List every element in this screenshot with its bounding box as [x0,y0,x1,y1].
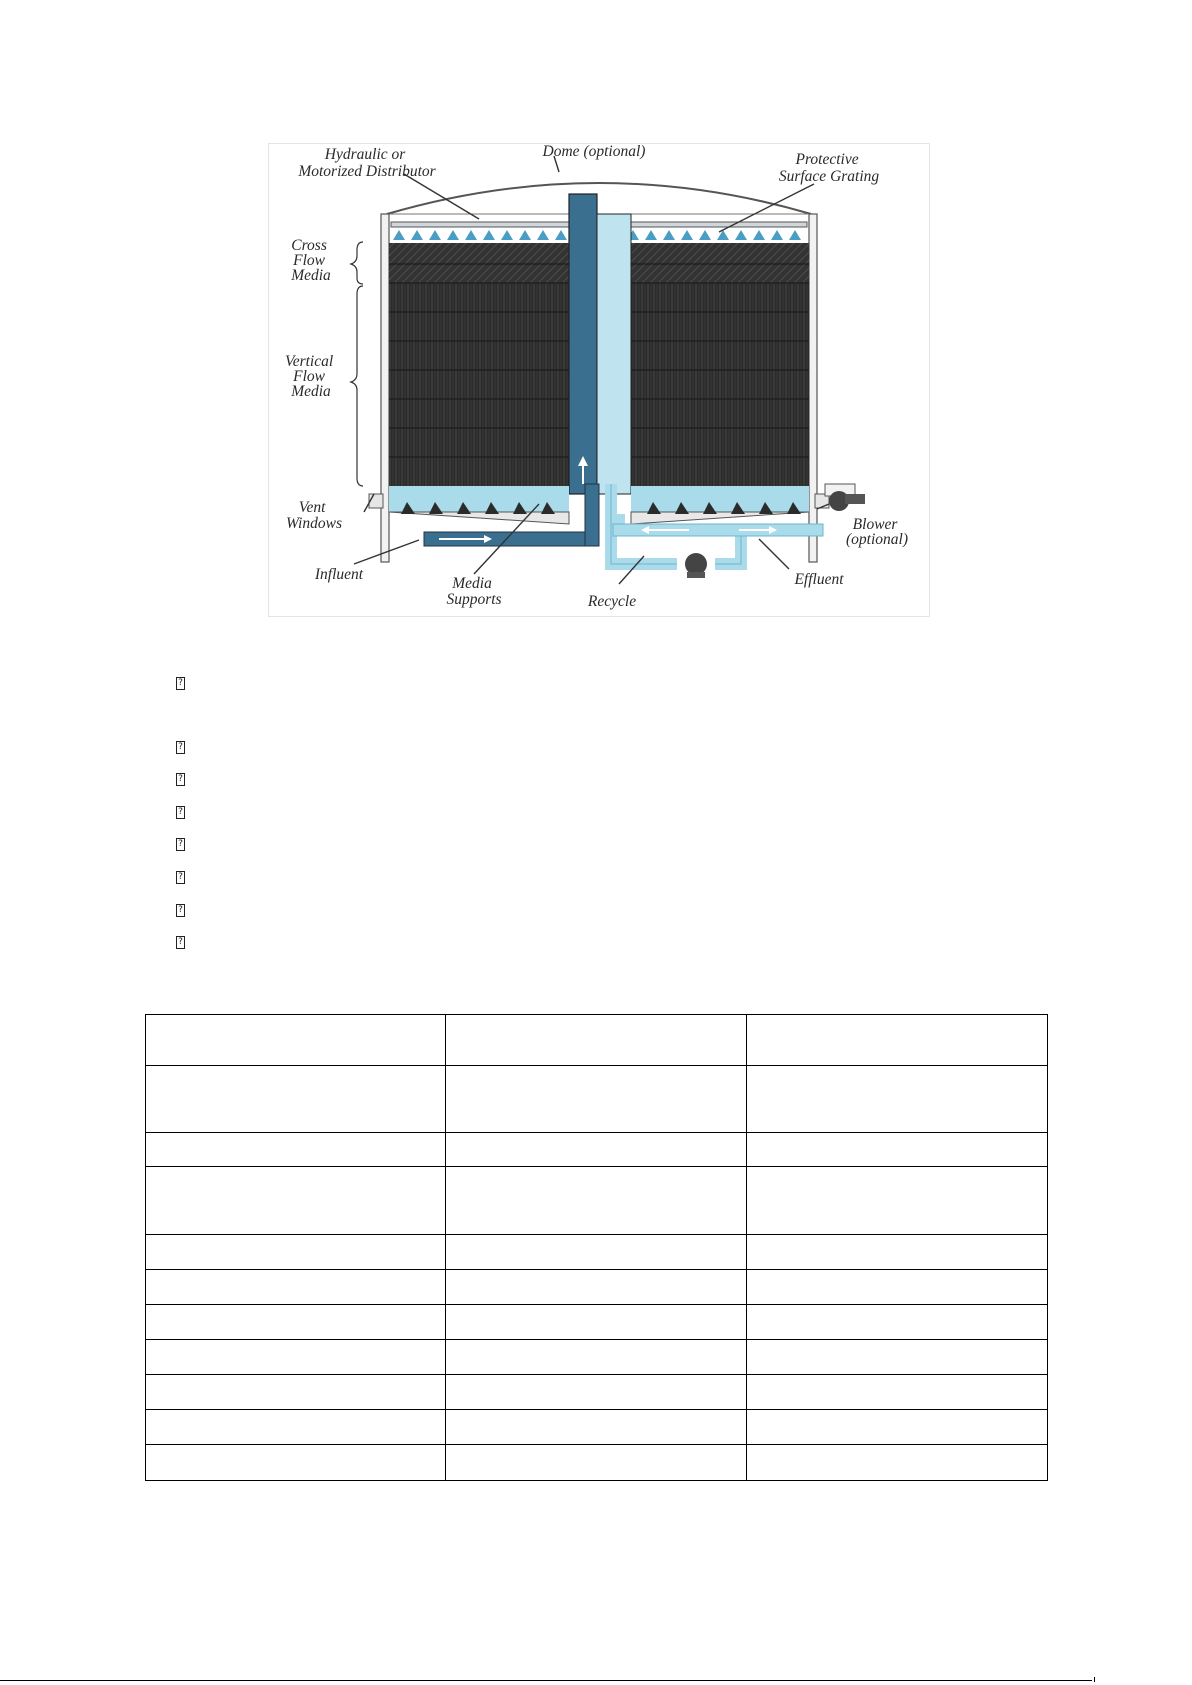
bullet-glyph: ? [176,936,185,949]
table-row [146,1133,1048,1167]
label-blower: Blower (optional) [846,516,908,548]
footer-rule [0,1680,1092,1681]
label-influent: Influent [314,566,364,583]
tank-wall-right [809,214,817,562]
table-cell [146,1015,446,1066]
table-cell [146,1167,446,1235]
table-cell [146,1270,446,1305]
table-cell [747,1235,1048,1270]
cross-flow-media-right [631,243,809,283]
table-cell [146,1445,446,1481]
table-row [146,1410,1048,1445]
table-row [146,1375,1048,1410]
table-cell [747,1445,1048,1481]
table-row [146,1270,1048,1305]
cross-flow-brace [351,242,363,284]
table-cell [446,1340,747,1375]
bullet-glyph: ? [176,677,185,690]
dome-shape [387,183,811,214]
table-row [146,1445,1048,1481]
table-cell [146,1305,446,1340]
table-row [146,1340,1048,1375]
table-row [146,1167,1048,1235]
trickling-filter-diagram [268,143,930,617]
table-cell [446,1133,747,1167]
label-effluent: Effluent [794,571,844,588]
table-cell [747,1015,1048,1066]
table-row [146,1066,1048,1133]
table-cell [446,1167,747,1235]
table-cell [146,1235,446,1270]
table-row [146,1235,1048,1270]
label-recycle: Recycle [587,593,637,610]
label-cross-flow-media: Cross Flow Media [291,237,331,284]
vertical-flow-media-right [631,283,809,486]
table-cell [146,1133,446,1167]
bullet-glyph: ? [176,773,185,786]
table-cell [146,1375,446,1410]
table-cell [446,1305,747,1340]
table-cell [747,1340,1048,1375]
table-cell [747,1133,1048,1167]
vertical-flow-brace [351,286,363,486]
table-cell [446,1066,747,1133]
tank-wall-left [381,214,389,562]
table-cell [446,1445,747,1481]
data-table [145,1014,1048,1481]
table-cell [146,1066,446,1133]
underdrain-right [631,486,809,512]
table-cell [747,1167,1048,1235]
recycle-pump-icon [685,553,707,575]
table-row [146,1305,1048,1340]
underdrain-left [389,486,569,512]
label-grating: Protective Surface Grating [778,151,880,185]
center-well [597,214,631,494]
bullet-glyph: ? [176,806,185,819]
bullet-glyph: ? [176,904,185,917]
table-row [146,1015,1048,1066]
table-cell [446,1410,747,1445]
label-vent-windows: Vent Windows [286,499,342,532]
label-vertical-flow-media: Vertical Flow Media [284,353,334,400]
table-cell [446,1235,747,1270]
table-cell [747,1305,1048,1340]
table-cell [146,1340,446,1375]
table-cell [446,1270,747,1305]
table-cell [446,1375,747,1410]
bullet-glyph: ? [176,838,185,851]
footer-edge-mark [1094,1677,1095,1682]
bullet-glyph: ? [176,871,185,884]
table-cell [747,1375,1048,1410]
diagram-canvas [269,144,929,616]
label-distributor: Hydraulic or Motorized Distributor [298,146,436,180]
table-cell [146,1410,446,1445]
table-cell [446,1015,747,1066]
cross-flow-media-left [389,243,569,283]
bullet-glyph: ? [176,741,185,754]
vertical-flow-media-left [389,283,569,486]
label-media-supports: Media Supports [446,575,502,608]
label-dome: Dome (optional) [542,144,646,160]
vent-window-left [369,494,383,508]
center-column [569,194,597,494]
table-cell [747,1066,1048,1133]
table-cell [747,1270,1048,1305]
table-cell [747,1410,1048,1445]
